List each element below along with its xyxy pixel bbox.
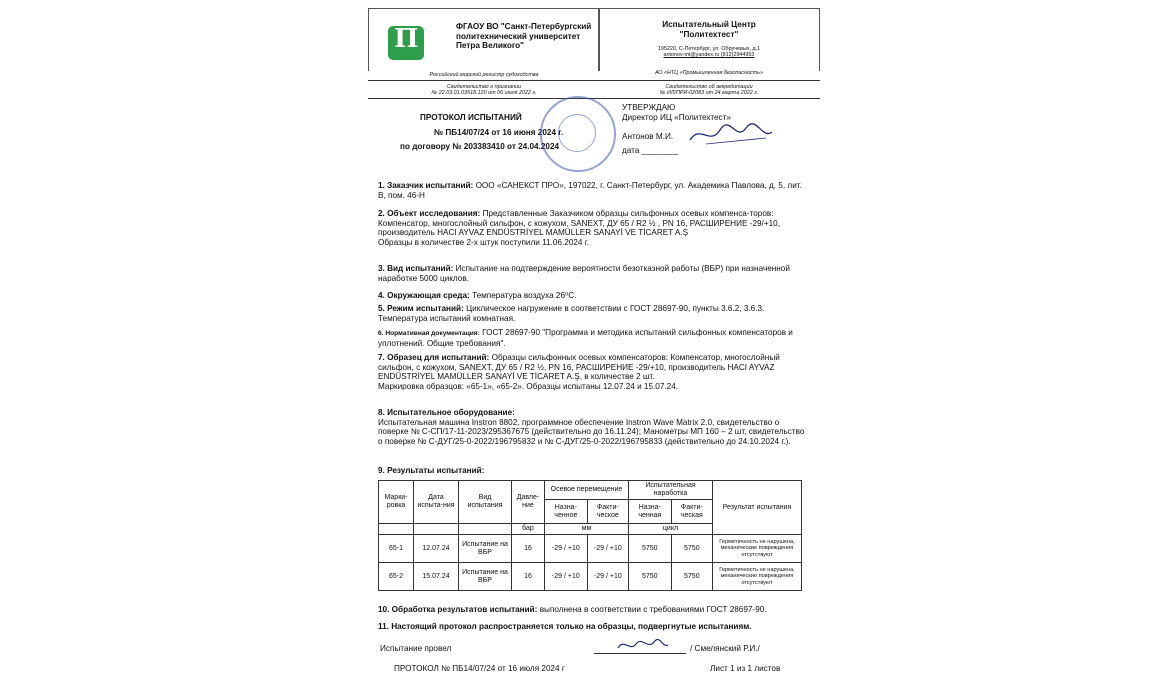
th-date: Дата испыта-ния: [414, 481, 459, 524]
section-4: 4. Окружающая среда: Температура воздуха 26⁰С.: [378, 291, 577, 300]
section-6: 6. Нормативная документация: ГОСТ 28697-90 "Программа и методика испытаний сильфонных компенсаторов и уплотнений. Общие требования".: [378, 328, 793, 348]
th-result: Результат испытания: [713, 481, 802, 535]
results-table: [378, 480, 802, 591]
th-axial: Осевое перемещение: [545, 481, 629, 500]
section-5: 5. Режим испытаний: Циклическое нагружение в соответствии с ГОСТ 28697-90, пункты 3.6.2, 3.6.3. Температура испытаний комнатная.: [378, 304, 765, 323]
test-center-address: 195220, С-Петербург, ул. Обручевых, д.1 antonov-mi@yandex.ru (812)2944953: [657, 46, 761, 59]
th-axial-actual: Факти-ческое: [587, 500, 628, 524]
org-name: ФГАОУ ВО "Санкт-Петербургский политехнический университет Петра Великого": [456, 22, 592, 51]
tested-by-label: Испытание провел: [380, 644, 452, 653]
test-center-name: Испытательный Центр "Политехтест": [662, 20, 756, 39]
table-row: 65-1 12.07.24 Испытание на ВБР 16 -29 / +10 -29 / +10 5750 5750 Герметичность не нарушена, механические повреждения отсутствуют: [379, 535, 802, 563]
section-8: 8. Испытательное оборудование: Испытательная машина Instron 8802, программное обеспечение Instron Wave Matrix 2.0, свидетельство о поверке № С-СП/17-11-2023/295367675 (действительно до 16.11.24); Манометры МП 160 – 2 шт, свидетельство о поверке № С-ДУГ/25-0-2022/196795832 и № С-ДУГ/25-0-2022/196795833 (действительно до 24.10.2024 г.).: [378, 408, 805, 446]
section-9: 9. Результаты испытаний:: [378, 466, 485, 475]
unit-cycle: цикл: [628, 524, 712, 535]
section-1: 1. Заказчик испытаний: ООО «САНЕКСТ ПРО», 197022, г. Санкт-Петербург, ул. Академика Павлова, д. 5, лит. В, пом. 46-Н: [378, 181, 802, 200]
director-signature: [686, 120, 776, 150]
th-pressure: Давле-ние: [512, 481, 545, 524]
tester-name: / Смелянский Р.И./: [690, 644, 760, 653]
approval-block: УТВЕРЖДАЮ Директор ИЦ «Политехтест» Антонов М.И. дата ________: [622, 103, 731, 155]
th-run-actual: Факти-ческая: [671, 500, 712, 524]
document-page: [368, 8, 808, 680]
protocol-title: ПРОТОКОЛ ИСПЫТАНИЙ: [420, 113, 522, 122]
contract-number: по договору № 203383410 от 24.04.2024: [400, 142, 560, 152]
registry-label: Российский морской регистр судоходства: [429, 72, 539, 78]
section-10: 10. Обработка результатов испытаний: выполнена в соответствии с требованиями ГОСТ 28697-90.: [378, 605, 767, 614]
th-mark: Марки-ровка: [379, 481, 414, 524]
footer-protocol: ПРОТОКОЛ № ПБ14/07/24 от 16 июля 2024 г: [394, 664, 565, 673]
th-axial-nominal: Назна-ченное: [545, 500, 588, 524]
ntc-label: АО «НТЦ «Промышленная безопасность»: [654, 70, 764, 76]
th-run: Испытательная наработка: [628, 481, 712, 500]
header-divider: [368, 80, 820, 81]
unit-mm: мм: [545, 524, 629, 535]
unit-bar: бар: [512, 524, 545, 535]
th-run-nominal: Назна-ченная: [628, 500, 671, 524]
section-7: 7. Образец для испытаний: Образцы сильфонных осевых компенсаторов: Компенсатор, многослойный сильфон, с кожухом, SANEXT, ДУ 65 / R2 ½, PN 16, РАСШИРЕНИЕ -29/+10, производитель HACI AYVAZ ENDÜSTRİYEL MAMÜLLER SANAYİ VE TİCARET A.Ş, в количестве 2 шт. Маркировка образцов: «65-1», «65-2». Образцы испытаны 12.07.24 и 15.07.24.: [378, 353, 780, 391]
header-right-box: [598, 8, 820, 71]
recognition-cert: Свидетельство о признании № 22.03.01.03518.120 от 06 июля 2022 г.: [431, 84, 537, 97]
tester-signature: [614, 636, 670, 656]
section-2: 2. Объект исследования: Представленные Заказчиком образцы сильфонных осевых компенса-торов: Компенсатор, многослойный сильфон, с кожухом, SANEXT, ДУ 65 / R2 ½ , PN 16, РАСШИРЕНИЕ -29/+10, производитель HACI AYVAZ ENDÜSTRİYEL MAMÜLLER SANAYİ VE TİCARET A.Ş Образцы в количестве 2-х штук поступили 11.06.2024 г.: [378, 209, 780, 247]
section-11: 11. Настоящий протокол распространяется только на образцы, подвергнутые испытаниям.: [378, 622, 752, 631]
th-kind: Вид испытания: [459, 481, 512, 524]
university-logo: П: [388, 26, 424, 60]
footer-page-count: Лист 1 из 1 листов: [710, 664, 781, 673]
accreditation-cert: Свидетельство об аккредитации № ИЛ/ПРИ-02083 от 24 марта 2022 г.: [659, 84, 759, 97]
protocol-number: № ПБ14/07/24 от 16 июня 2024 г.: [434, 127, 564, 137]
section-3: 3. Вид испытаний: Испытание на подтверждение вероятности безотказной работы (ВБР) при назначенной наработке 5000 циклов.: [378, 264, 790, 283]
organization-stamp: [540, 96, 616, 172]
table-row: 65-2 15.07.24 Испытание на ВБР 16 -29 / +10 -29 / +10 5750 5750 Герметичность не нарушена, механические повреждения отсутствуют: [379, 563, 802, 591]
